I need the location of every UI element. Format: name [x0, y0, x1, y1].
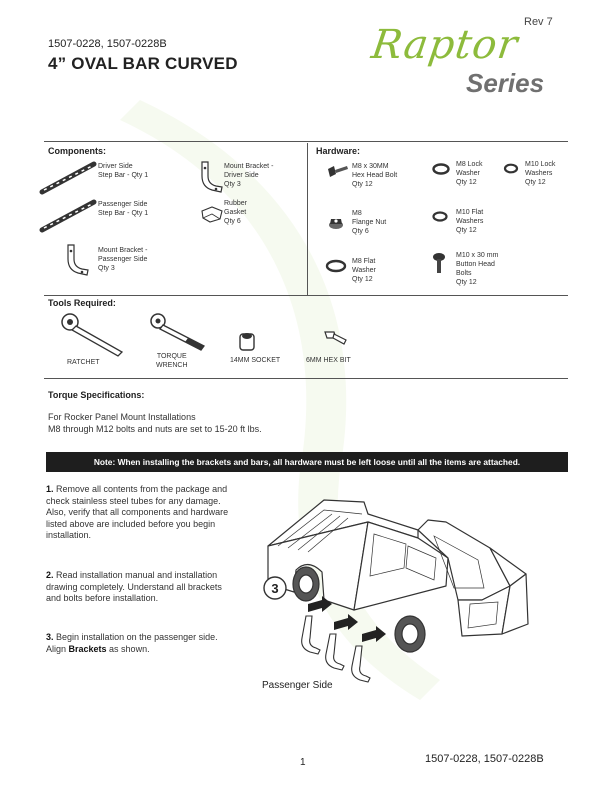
brand-logo-word: Raptor: [368, 22, 521, 68]
m10-flat-washer-icon: [432, 211, 448, 222]
divider-vertical: [307, 143, 308, 295]
driver-step-bar-icon: [38, 158, 100, 196]
divider-top: [44, 141, 568, 142]
component-driver-bracket: Mount Bracket - Driver Side Qty 3: [224, 163, 274, 188]
installation-note: Note: When installing the brackets and bars, all hardware must be left loose until all the items are attached.: [46, 452, 568, 472]
torque-text: For Rocker Panel Mount Installations M8 through M12 bolts and nuts are set to 15-20 ft lbs.: [48, 412, 262, 434]
m10-lock-washer-icon: [503, 163, 519, 174]
divider-middle: [44, 295, 568, 296]
m8-flat-washer-icon: [326, 260, 346, 272]
component-driver-step-bar: Driver Side Step Bar - Qty 1: [98, 163, 149, 179]
hardware-m8-lock-washer: M8 Lock Washer Qty 12: [456, 161, 483, 186]
page-number: 1: [300, 757, 306, 768]
hardware-m8-flat-washer: M8 Flat Washer Qty 12: [352, 258, 376, 283]
step-2: 2. Read installation manual and installation drawing completely. Understand all brackets and bolts before installation.: [46, 570, 222, 603]
tool-torque-wrench: TORQUE WRENCH: [156, 353, 188, 369]
m8-lock-washer-icon: [432, 163, 450, 175]
tools-heading: Tools Required:: [48, 298, 116, 308]
ratchet-icon: [58, 312, 128, 356]
step-3: 3. Begin installation on the passenger side. Align Brackets as shown.: [46, 632, 218, 654]
component-rubber-gasket: Rubber Gasket Qty 6: [224, 200, 247, 225]
diagram-callout: 3: [271, 581, 279, 596]
driver-bracket-icon: [196, 160, 224, 194]
passenger-bracket-icon: [62, 243, 92, 277]
socket-icon: [236, 330, 258, 352]
hardware-m10-button-head-bolts: M10 x 30 mm Button Head Bolts Qty 12: [456, 252, 499, 286]
hex-bit-icon: [322, 328, 348, 348]
hardware-flange-nut: M8 Flange Nut Qty 6: [352, 210, 387, 235]
torque-wrench-icon: [148, 312, 210, 352]
tool-14mm-socket: 14MM SOCKET: [230, 357, 281, 364]
component-passenger-step-bar: Passenger Side Step Bar - Qty 1: [98, 201, 149, 217]
brand-logo-series: Series: [466, 68, 545, 98]
revision-label: Rev 7: [524, 16, 553, 28]
hardware-m10-flat-washers: M10 Flat Washers Qty 12: [456, 209, 484, 234]
header-part-numbers: 1507-0228, 1507-0228B: [48, 38, 167, 50]
divider-tools-bottom: [44, 378, 568, 379]
rubber-gasket-icon: [200, 203, 224, 223]
diagram-caption: Passenger Side: [262, 680, 333, 691]
tool-6mm-hex-bit: 6MM HEX BIT: [306, 357, 351, 364]
button-head-bolt-icon: [432, 252, 446, 276]
footer-part-numbers: 1507-0228, 1507-0228B: [425, 753, 544, 765]
torque-heading: Torque Specifications:: [48, 390, 145, 400]
hardware-heading: Hardware:: [316, 146, 361, 156]
hex-bolt-icon: [326, 163, 350, 183]
tool-ratchet: RATCHET: [67, 359, 100, 366]
page-title: 4” OVAL BAR CURVED: [48, 54, 238, 73]
hardware-m10-lock-washers: M10 Lock Washers Qty 12: [525, 161, 556, 186]
passenger-step-bar-icon: [38, 196, 100, 234]
hardware-hex-head-bolt: M8 x 30MM Hex Head Bolt Qty 12: [352, 163, 398, 188]
components-heading: Components:: [48, 146, 106, 156]
step-1: 1. Remove all contents from the package and check stainless steel tubes for any damage. Also, verify that all components and hardware listed above are included before you begin installation.: [46, 484, 229, 540]
component-passenger-bracket: Mount Bracket - Passenger Side Qty 3: [98, 247, 148, 272]
truck-diagram: [258, 488, 578, 688]
flange-nut-icon: [328, 216, 344, 230]
